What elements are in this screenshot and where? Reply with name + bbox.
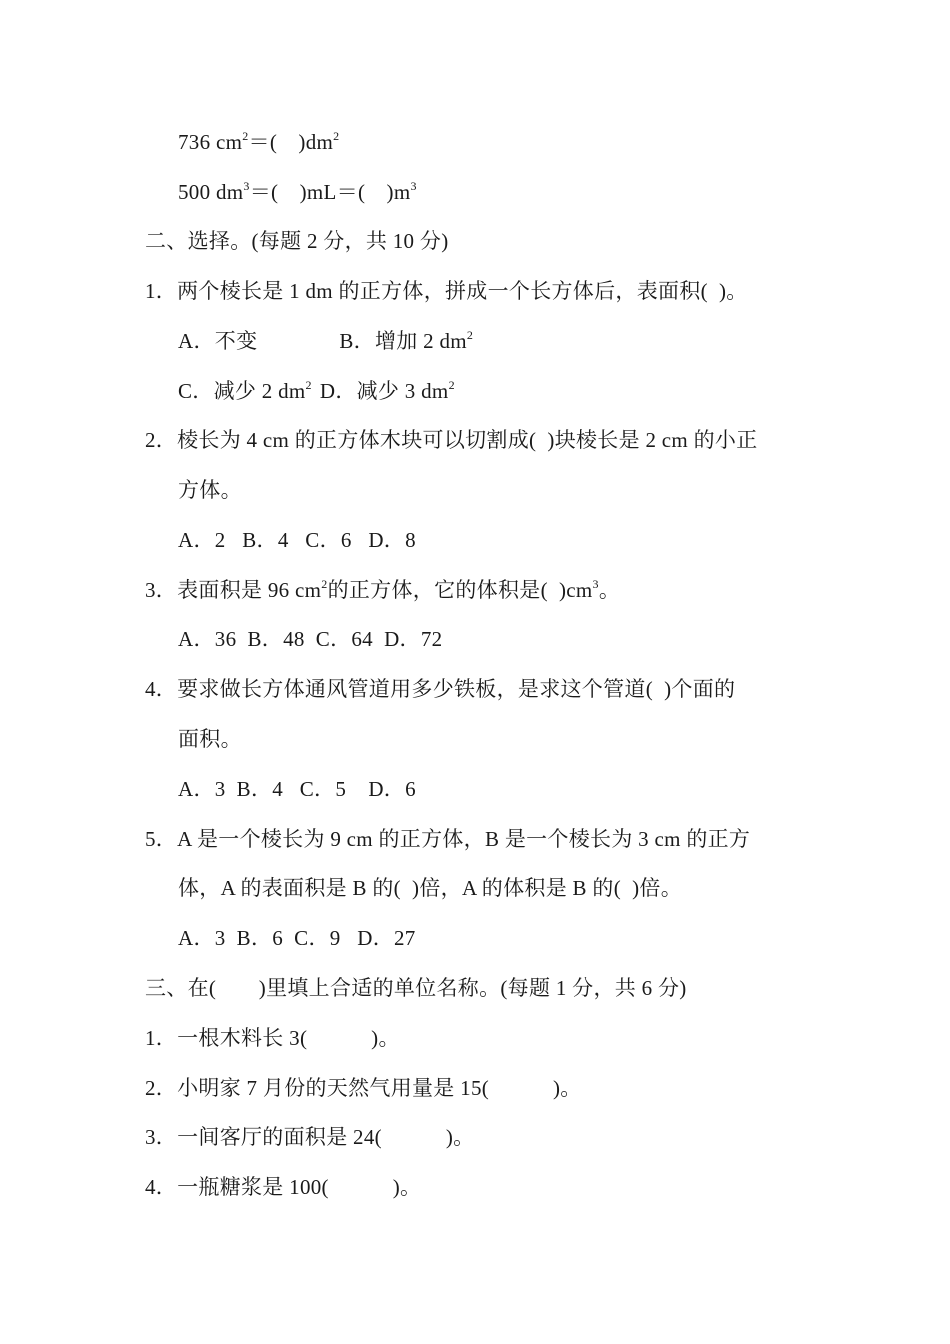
option-c: C．减少 2 dm (178, 379, 306, 403)
text: 736 cm (178, 130, 243, 154)
question-text: 一根木料长 3( )。 (177, 1026, 400, 1050)
question-number: 2． (145, 1076, 178, 1100)
question-2-continuation: 方体。 (178, 478, 242, 502)
question-text: 。 (598, 578, 621, 602)
question-4-continuation: 面积。 (178, 727, 242, 751)
section-2-heading: 二、选择。(每题 2 分，共 10 分) (145, 229, 449, 253)
exponent: 2 (448, 378, 455, 392)
unit-conversion-line-2 (178, 178, 417, 206)
text: ＝( )dm (248, 130, 334, 154)
question-text: 一间客厅的面积是 24( )。 (177, 1125, 475, 1149)
question-4 (145, 675, 735, 703)
exponent: 3 (243, 179, 250, 193)
question-text: 两个棱长是 1 dm 的正方体，拼成一个长方体后，表面积( )。 (177, 279, 748, 303)
question-text: 的正方体，它的体积是( )cm (327, 578, 593, 602)
exponent: 2 (242, 129, 249, 143)
exponent: 2 (321, 577, 328, 591)
question-1-options-row-2 (178, 377, 455, 405)
question-number: 3． (145, 1125, 178, 1149)
fill-item-4 (145, 1173, 421, 1201)
question-2 (145, 426, 758, 454)
question-number: 1． (145, 1026, 178, 1050)
question-number: 4． (145, 1175, 178, 1199)
question-3 (145, 576, 620, 604)
question-3-options: A．36 B．48 C．64 D．72 (178, 627, 443, 651)
option-d: D．减少 3 dm (319, 379, 449, 403)
fill-item-2 (145, 1074, 582, 1102)
option-a: A．不变 (178, 329, 258, 353)
question-text: 小明家 7 月份的天然气用量是 15( )。 (177, 1076, 582, 1100)
question-number: 1． (145, 279, 178, 303)
question-text: 表面积是 96 cm (177, 578, 322, 602)
exponent: 3 (592, 577, 599, 591)
question-5 (145, 825, 750, 853)
exponent: 2 (305, 378, 312, 392)
exponent: 2 (333, 129, 340, 143)
option-b: B．增加 2 dm (339, 329, 467, 353)
question-text: 一瓶糖浆是 100( )。 (177, 1175, 422, 1199)
question-number: 4． (145, 677, 178, 701)
question-text: 棱长为 4 cm 的正方体木块可以切割成( )块棱长是 2 cm 的小正 (177, 428, 758, 452)
fill-item-1 (145, 1024, 400, 1052)
fill-item-3 (145, 1123, 474, 1151)
exponent: 2 (466, 328, 474, 342)
section-3-heading: 三、在( )里填上合适的单位名称。(每题 1 分，共 6 分) (145, 976, 687, 1000)
question-5-continuation: 体，A 的表面积是 B 的( )倍，A 的体积是 B 的( )倍。 (178, 876, 682, 900)
question-1 (145, 277, 748, 305)
question-1-options-row-1 (178, 327, 473, 355)
exponent: 3 (410, 179, 417, 193)
question-text: 要求做长方体通风管道用多少铁板，是求这个管道( )个面的 (177, 677, 736, 701)
unit-conversion-line-1 (178, 128, 339, 156)
question-text: A 是一个棱长为 9 cm 的正方体，B 是一个棱长为 3 cm 的正方 (177, 827, 751, 851)
question-5-options: A．3 B．6 C．9 D．27 (178, 926, 416, 950)
question-number: 5． (145, 827, 178, 851)
question-2-options: A．2 B．4 C．6 D．8 (178, 528, 416, 552)
question-number: 3． (145, 578, 178, 602)
text: 500 dm (178, 180, 244, 204)
question-4-options: A．3 B．4 C．5 D．6 (178, 777, 416, 801)
text: ＝( )mL＝( )m (249, 180, 411, 204)
question-number: 2． (145, 428, 178, 452)
